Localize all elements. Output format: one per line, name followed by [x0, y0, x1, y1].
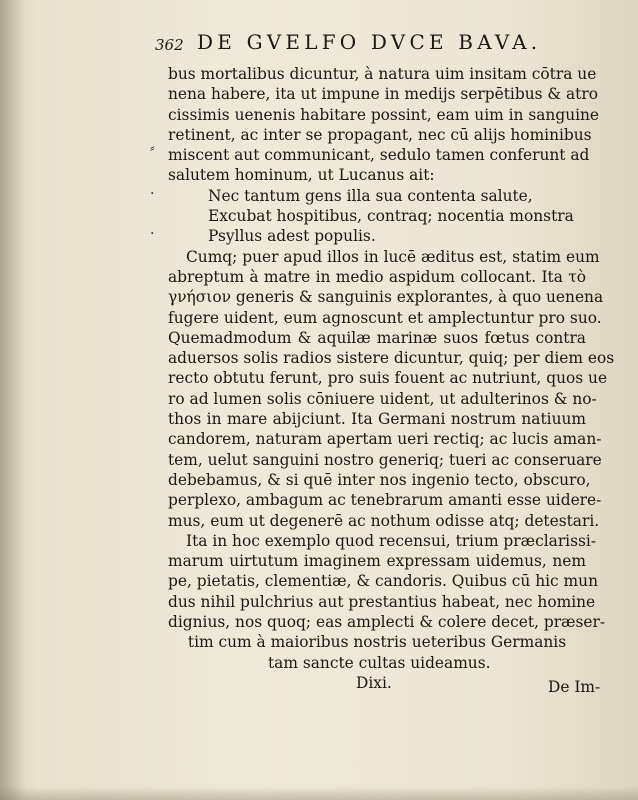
text-line: miscent aut communicant, sedulo tamen conferunt ad [168, 146, 590, 165]
catchword: De Im- [548, 678, 601, 696]
text-line: thos in mare abijciunt. Ita Germani nostrum natiuum [168, 410, 586, 429]
running-title: DE GVELFO DVCE BAVA. [197, 30, 542, 54]
margin-mark: ⸗ [150, 140, 155, 156]
verse-line: Psyllus adest populis. [208, 227, 376, 246]
text-line: tim cum à maioribus nostris ueteribus Germanis [187, 633, 567, 652]
text-line: candorem, naturam apertam ueri rectiq; ac lucis aman- [168, 430, 602, 449]
text-line: ro ad lumen solis cōniuere uident, ut adulterinos & no- [168, 389, 597, 408]
text-line: pe, pietatis, clementiæ, & candoris. Quibus cū hic mun [168, 572, 598, 591]
text-line: debebamus, & si quē inter nos ingenio tecto, obscuro, [168, 470, 591, 489]
verse-line: Nec tantum gens illa sua contenta salute, [208, 186, 533, 205]
text-line: recto obtutu ferunt, pro suis fouent ac nutriunt, quos ue [168, 369, 608, 388]
body-text [168, 64, 615, 693]
text-line: cissimis uenenis habitare possint, eam uim in sanguine [168, 105, 600, 124]
text-line: perplexo, ambagum ac tenebrarum amanti esse uidere- [168, 491, 602, 510]
text-line: abreptum à matre in medio aspidum collocant. Ita τὸ [168, 267, 586, 286]
text-line: fugere uident, eum agnoscunt et amplectuntur pro suo. [168, 308, 602, 327]
text-line: Quemadmodum & aquilæ marinæ suos fœtus contra [168, 328, 586, 347]
text-line: dignius, nos quoq; eas amplecti & colere decet, præser- [168, 613, 606, 632]
margin-mark: · [150, 226, 155, 242]
text-line: dus nihil pulchrius aut prestantius habeat, nec homine [168, 592, 596, 611]
text-line: tam sancte cultas uideamus. [268, 653, 491, 672]
verse-line: Excubat hospitibus, contraq; nocentia monstra [208, 207, 574, 226]
text-line: Ita in hoc exemplo quod recensui, trium præclarissi- [186, 531, 597, 550]
gutter-shadow [0, 0, 26, 800]
text-line: retinent, ac inter se propagant, nec cū alijs hominibus [168, 125, 592, 144]
text-line: aduersos solis radios sistere dicuntur, quiq; per diem eos [168, 349, 615, 368]
page-number: 362 [155, 36, 184, 54]
text-line: nena habere, ita ut impune in medijs serpētibus & atro [168, 85, 598, 104]
text-line: salutem hominum, ut Lucanus ait: [168, 166, 435, 185]
text-line: bus mortalibus dicuntur, à natura uim insitam cōtra ue [168, 65, 597, 83]
margin-mark: · [150, 186, 155, 202]
closing-word: Dixi. [356, 673, 392, 692]
text-line: marum uirtutum imaginem expressam uidemus, nem [168, 552, 586, 571]
text-line: γνήσιον generis & sanguinis explorantes, à quo uenena [168, 288, 604, 307]
text-line: mus, eum ut degenerē ac nothum odisse atq; detestari. [168, 511, 600, 530]
page-bottom-edge [0, 786, 638, 800]
text-line: tem, uelut sanguini nostro generiq; tueri ac conseruare [168, 450, 602, 469]
text-line: Cumq; puer apud illos in lucē æditus est, statim eum [186, 247, 600, 266]
